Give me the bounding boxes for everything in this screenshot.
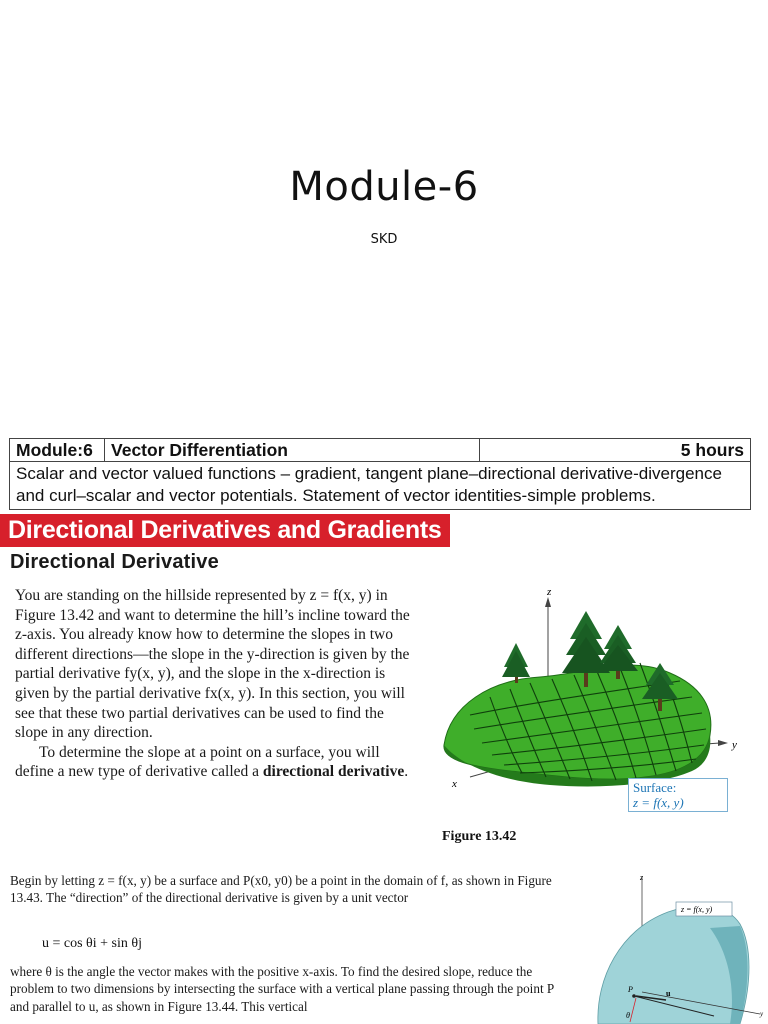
hours-cell: 5 hours	[480, 439, 751, 462]
table-desc-row	[10, 462, 751, 510]
z-axis-arrow	[545, 597, 551, 607]
surface-figure-13-43	[590, 868, 768, 1024]
fig2-point	[632, 994, 636, 998]
surface-label-line-2: z = f(x, y)	[633, 795, 684, 810]
body-paragraph-1-text: Begin by letting z = f(x, y) be a surface and P(x0, y0) be a point in the domain of f, as shown in Figure 13.43. The “direction” of the directional derivative is given by a unit vector	[10, 873, 552, 906]
body-paragraph-2-text: where θ is the angle the vector makes with the positive x-axis. To find the desired slope, reduce the problem to two dimensions by intersecting the surface with a vertical plane passing through the point P and parallel to u, as shown in Figure 13.44. This vertical	[10, 964, 554, 1014]
fig2-point-label: P	[628, 985, 633, 994]
body-paragraph-2	[10, 963, 558, 1015]
slide-author: SKD	[370, 232, 398, 247]
p2-bold-term: directional derivative	[262, 763, 405, 781]
slide-title: Module-6	[289, 164, 479, 210]
fig2-angle-label: θ	[626, 1011, 630, 1020]
table-header-row	[10, 439, 751, 462]
figure-caption: Figure 13.42	[442, 829, 517, 844]
p2-end: .	[404, 763, 409, 781]
fig2-y-label: y	[760, 1010, 764, 1018]
intro-paragraph-2	[15, 743, 415, 782]
topic-cell: Vector Differentiation	[105, 439, 480, 462]
title-slide	[0, 0, 768, 420]
y-axis-arrow	[718, 740, 728, 746]
x-axis-label: x	[452, 778, 457, 790]
module-cell: Module:6	[10, 439, 105, 462]
body-paragraph-1	[10, 872, 558, 907]
p2-start: To determine the slope at a point on a surface, you will define a new type of derivative called a	[15, 743, 380, 781]
tree-left	[502, 643, 530, 683]
description-cell: Scalar and vector valued functions – gradient, tangent plane–directional derivative-divergence and curl–scalar and vector potentials. Statement of vector identities-simple problems.	[10, 462, 751, 510]
unit-vector-formula: u = cos θi + sin θj	[42, 936, 142, 951]
intro-paragraph-1: You are standing on the hillside represented by z = f(x, y) in Figure 13.42 and want to determine the hill’s incline toward the z-axis. You already know how to determine the slopes in two different directions—the slope in the y-direction is given by the partial derivative fy(x, y), and the slope in the x-direction is given by the partial derivative fx(x, y). In this section, you will see that these two partial derivatives can be used to find the slope in any direction.	[15, 587, 410, 742]
fig2-vector-label: u	[666, 989, 671, 998]
sub-heading: Directional Derivative	[10, 551, 219, 573]
y-axis-label: y	[732, 739, 737, 751]
intro-text	[15, 586, 415, 782]
z-axis-label: z	[547, 586, 552, 598]
surface-label-box	[628, 778, 728, 812]
surface-label-line-1: Surface:	[633, 780, 677, 795]
fig2-z-label: z	[640, 873, 644, 882]
section-banner: Directional Derivatives and Gradients	[0, 514, 450, 547]
fig2-surface-label: z = f(x, y)	[681, 905, 713, 914]
module-table	[9, 438, 751, 510]
